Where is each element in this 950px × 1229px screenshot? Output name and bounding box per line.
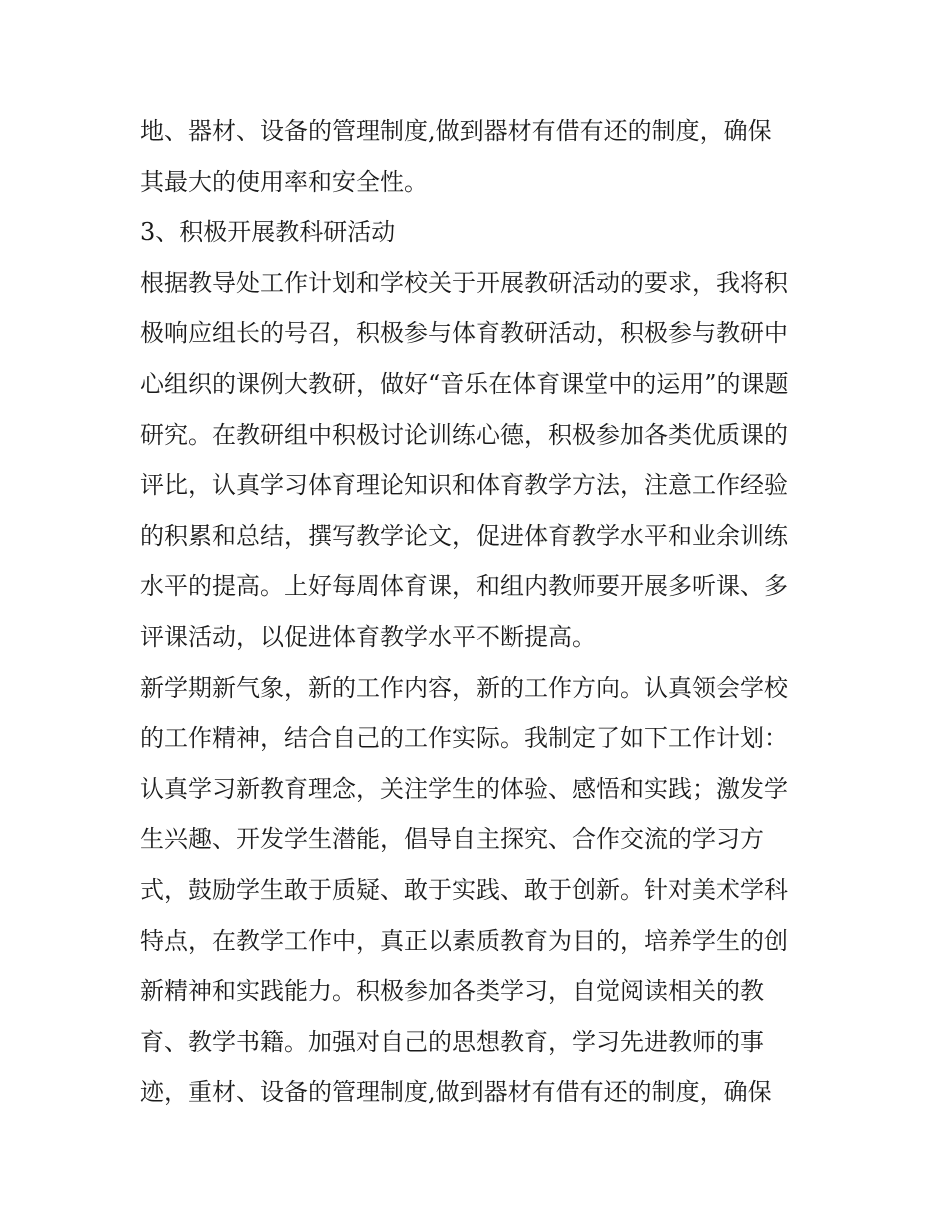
- text-line-5: 极响应组长的号召，积极参与体育教研活动，积极参与教研中: [140, 319, 788, 348]
- text-line-8: 评比，认真学习体育理论知识和体育教学方法，注意工作经验: [140, 471, 788, 500]
- text-line-1: 地、器材、设备的管理制度,做到器材有借有还的制度，确保: [140, 117, 772, 145]
- text-line-10: 水平的提高。上好每周体育课，和组内教师要开展多听课、多: [140, 572, 788, 601]
- text-line-2: 其最大的使用率和安全性。: [140, 167, 428, 196]
- text-line-15: 生兴趣、开发学生潜能，倡导自主探究、合作交流的学习方: [140, 825, 764, 854]
- text-line-11: 评课活动，以促进体育教学水平不断提高。: [140, 622, 596, 651]
- text-line-16: 式，鼓励学生敢于质疑、敢于实践、敢于创新。针对美术学科: [140, 875, 788, 904]
- text-line-14: 认真学习新教育理念，关注学生的体验、感悟和实践；激发学: [140, 774, 788, 803]
- text-line-13: 的工作精神，结合自己的工作实际。我制定了如下工作计划：: [140, 724, 788, 753]
- text-line-9: 的积累和总结，撰写教学论文，促进体育教学水平和业余训练: [140, 521, 788, 550]
- text-line-20: 迹，重材、设备的管理制度,做到器材有借有还的制度，确保: [140, 1078, 772, 1107]
- text-line-17: 特点，在教学工作中，真正以素质教育为目的，培养学生的创: [140, 926, 788, 955]
- section-heading: 3、积极开展教科研活动: [140, 218, 396, 247]
- document-body: [140, 106, 820, 1118]
- text-line-7: 研究。在教研组中积极讨论训练心德，积极参加各类优质课的: [140, 420, 788, 449]
- text-line-19: 育、教学书籍。加强对自己的思想教育，学习先进教师的事: [140, 1027, 764, 1056]
- text-line-12: 新学期新气象，新的工作内容，新的工作方向。认真领会学校: [140, 673, 788, 702]
- text-line-18: 新精神和实践能力。积极参加各类学习，自觉阅读相关的教: [140, 977, 764, 1006]
- text-line-4: 根据教导处工作计划和学校关于开展教研活动的要求，我将积: [140, 268, 788, 297]
- text-line-6: 心组织的课例大教研，做好“音乐在体育课堂中的运用”的课题: [140, 369, 789, 398]
